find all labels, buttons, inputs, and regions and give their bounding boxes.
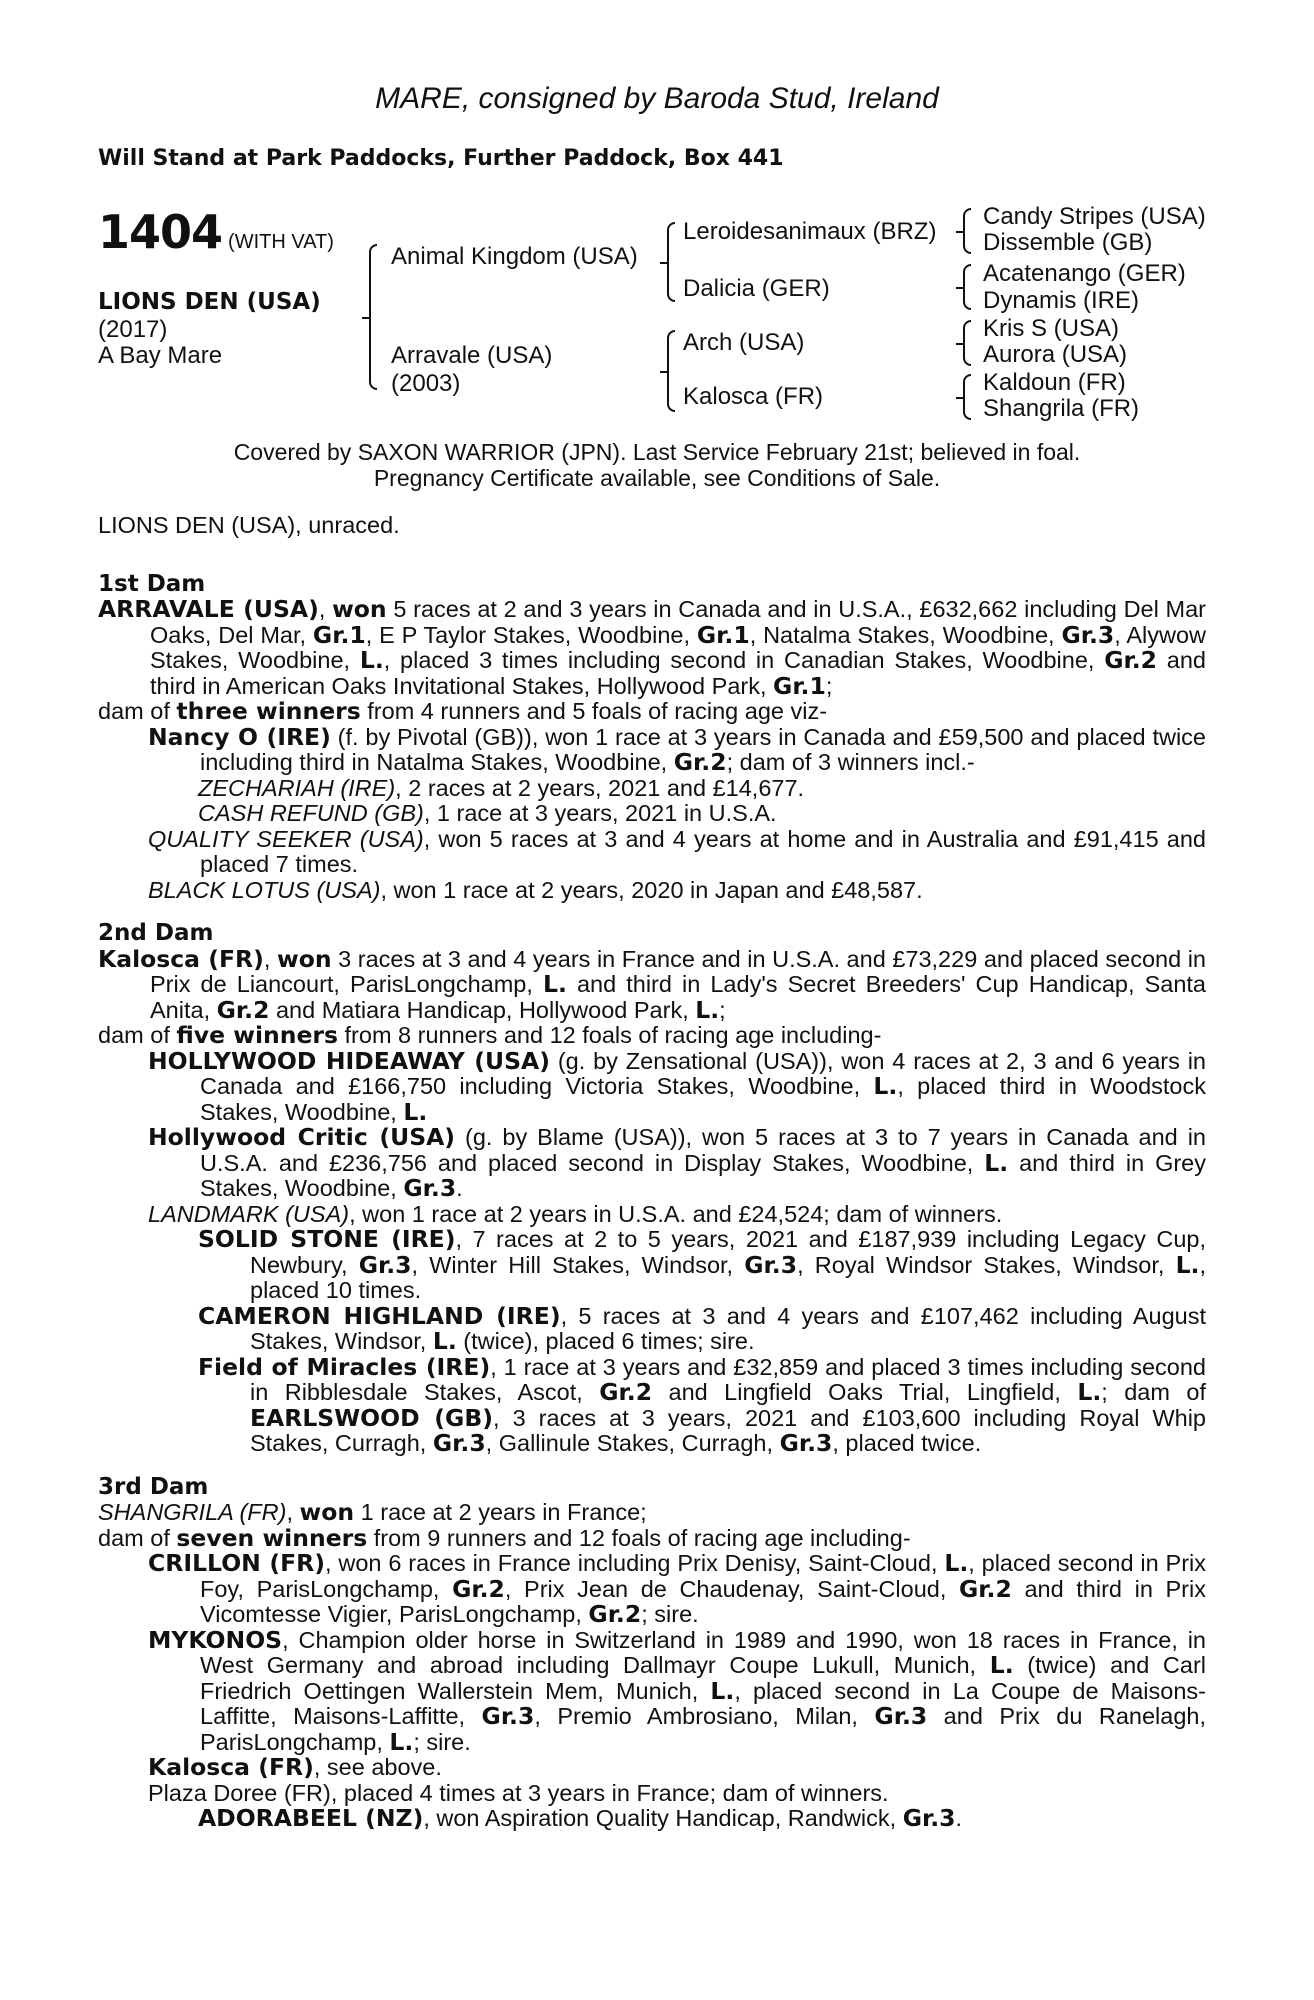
dam: Arravale (USA) — [391, 342, 553, 369]
consignor-heading: MARE, consigned by Baroda Stud, Ireland — [375, 82, 939, 115]
produce-entry: Plaza Doree (FR), placed 4 times at 3 years in France; dam of winners. — [148, 1779, 889, 1806]
produce-entry: HOLLYWOOD HIDEAWAY (USA) (g. by Zensational (USA)), won 4 races at 2, 3 and 6 years in Canada and £166,750 including Victoria Stakes, Woodbine, L., placed third in Woodstock Stakes, Woodbine, L. — [148, 1046, 1207, 1126]
produce-entry: MYKONOS, Champion older horse in Switzerland in 1989 and 1990, won 18 races in France, in West Germany and abroad including Dallmayr Coupe Lukull, Munich, L. (twice) and Carl Friedrich Oettingen Wallerstein Mem, Munich, L., placed second in La Coupe de Maisons-Laffitte, Maisons-Laffitte, Gr.3, Premio Ambrosiano, Milan, Gr.3 and Prix du Ranelagh, ParisLongchamp, L.; sire. — [148, 1625, 1206, 1756]
covered-line-2: Pregnancy Certificate available, see Conditions of Sale. — [373, 465, 941, 491]
race-record: LIONS DEN (USA), unraced. — [98, 512, 400, 538]
produce-entry: Hollywood Critic (USA) (g. by Blame (USA)), won 5 races at 3 to 7 years in Canada and in U.S.A. and £236,756 and placed second in Display Stakes, Woodbine, L. and third in Grey Stakes, Woodbine, Gr.3. — [148, 1123, 1206, 1202]
pedigree-brace — [963, 374, 971, 420]
section-heading-1st-dam: 1st Dam — [98, 570, 206, 597]
dam-dam: Kalosca (FR) — [683, 383, 824, 410]
sire: Animal Kingdom (USA) — [391, 243, 638, 270]
pedigree-brace — [667, 330, 675, 412]
produce-entry: CRILLON (FR), won 6 races in France including Prix Denisy, Saint-Cloud, L., placed second in Prix Foy, ParisLongchamp, Gr.2, Prix Jean de Chaudenay, Saint-Cloud, Gr.2 and third in Prix Vicomtesse Vigier, ParisLongchamp, Gr.2; sire. — [148, 1549, 1207, 1628]
ancestor-1: Candy Stripes (USA) — [983, 203, 1206, 230]
pedigree-brace — [963, 264, 971, 310]
section-heading-2nd-dam: 2nd Dam — [98, 920, 214, 946]
dam-entry: SHANGRILA (FR), won 1 race at 2 years in France; — [98, 1498, 647, 1526]
sire-dam: Dalicia (GER) — [683, 275, 830, 302]
dam-produce-summary: dam of three winners from 4 runners and 5 foals of racing age viz- — [98, 697, 828, 725]
produce-entry: LANDMARK (USA), won 1 race at 2 years in U.S.A. and £24,524; dam of winners. — [148, 1200, 1003, 1227]
ancestor-8: Shangrila (FR) — [983, 395, 1140, 422]
lot-number: 1404 — [98, 205, 223, 259]
pedigree-table — [0, 0, 1314, 440]
horse-description: A Bay Mare — [98, 342, 223, 369]
covered-line-1: Covered by SAXON WARRIOR (JPN). Last Service February 21st; believed in foal. — [233, 439, 1081, 465]
dam-entry: Kalosca (FR), won 3 races at 3 and 4 years in France and in U.S.A. and £73,229 and placed second in Prix de Liancourt, ParisLongchamp, L. and third in Lady's Secret Breeders' Cup Handicap, Santa Anita, Gr.2 and Matiara Handicap, Hollywood Park, L.; — [98, 944, 1207, 1024]
produce-entry: BLACK LOTUS (USA), won 1 race at 2 years, 2020 in Japan and £48,587. — [148, 876, 923, 903]
horse-year: (2017) — [98, 316, 168, 343]
ancestor-4: Dynamis (IRE) — [983, 287, 1140, 314]
ancestor-5: Kris S (USA) — [983, 315, 1120, 342]
produce-entry: ADORABEEL (NZ), won Aspiration Quality Handicap, Randwick, Gr.3. — [198, 1804, 963, 1832]
ancestor-3: Acatenango (GER) — [983, 260, 1186, 287]
produce-entry: CASH REFUND (GB), 1 race at 3 years, 2021 in U.S.A. — [198, 800, 777, 826]
dam-produce-summary: dam of five winners from 8 runners and 12 foals of racing age including- — [98, 1021, 882, 1049]
produce-entry: SOLID STONE (IRE), 7 races at 2 to 5 years, 2021 and £187,939 including Legacy Cup, Newbury, Gr.3, Winter Hill Stakes, Windsor, Gr.3, Royal Windsor Stakes, Windsor, L., placed 10 times. — [198, 1225, 1206, 1303]
vat-note: (WITH VAT) — [228, 231, 334, 253]
produce-entry: QUALITY SEEKER (USA), won 5 races at 3 and 4 years at home and in Australia and £91,415 and placed 7 times. — [148, 825, 1206, 877]
ancestor-6: Aurora (USA) — [983, 341, 1128, 368]
horse-name: LIONS DEN (USA) — [98, 289, 321, 315]
pedigree-brace — [963, 208, 971, 254]
dam-sire: Arch (USA) — [683, 329, 805, 356]
produce-entry: CAMERON HIGHLAND (IRE), 5 races at 3 and 4 years and £107,462 including August Stakes, Windsor, L. (twice), placed 6 times; sire. — [198, 1301, 1206, 1355]
stand-location: Will Stand at Park Paddocks, Further Paddock, Box 441 — [98, 146, 784, 171]
pedigree-notes — [98, 513, 1206, 1832]
produce-entry: Kalosca (FR), see above. — [148, 1753, 442, 1781]
pedigree-brace — [963, 320, 971, 366]
covered-note — [0, 439, 1314, 491]
pedigree-brace — [667, 222, 675, 302]
produce-entry: ZECHARIAH (IRE), 2 races at 2 years, 2021 and £14,677. — [198, 774, 805, 801]
ancestor-7: Kaldoun (FR) — [983, 369, 1126, 396]
sire-sire: Leroidesanimaux (BRZ) — [683, 218, 937, 245]
dam-entry: ARRAVALE (USA), won 5 races at 2 and 3 years in Canada and in U.S.A., £632,662 including Del Mar Oaks, Del Mar, Gr.1, E P Taylor Stakes, Woodbine, Gr.1, Natalma Stakes, Woodbine, Gr.3, Alywow Stakes, Woodbine, L., placed 3 times including second in Canadian Stakes, Woodbine, Gr.2 and third in American Oaks Invitational Stakes, Hollywood Park, Gr.1; — [98, 595, 1207, 700]
dam-produce-summary: dam of seven winners from 9 runners and 12 foals of racing age including- — [98, 1523, 911, 1552]
lot-number-row — [98, 205, 334, 259]
dam-year: (2003) — [391, 370, 461, 397]
section-heading-3rd-dam: 3rd Dam — [98, 1473, 209, 1500]
pedigree-brace — [369, 244, 377, 390]
ancestor-2: Dissemble (GB) — [983, 229, 1153, 256]
produce-entry: Field of Miracles (IRE), 1 race at 3 years and £32,859 and placed 3 times including second in Ribblesdale Stakes, Ascot, Gr.2 and Lingfield Oaks Trial, Lingfield, L.; dam of EARLSWOOD (GB), 3 races at 3 years, 2021 and £103,600 including Royal Whip Stakes, Curragh, Gr.3, Gallinule Stakes, Curragh, Gr.3, placed twice. — [198, 1352, 1207, 1457]
produce-entry: Nancy O (IRE) (f. by Pivotal (GB)), won 1 race at 3 years in Canada and £59,500 and placed twice including third in Natalma Stakes, Woodbine, Gr.2; dam of 3 winners incl.- — [148, 722, 1206, 776]
